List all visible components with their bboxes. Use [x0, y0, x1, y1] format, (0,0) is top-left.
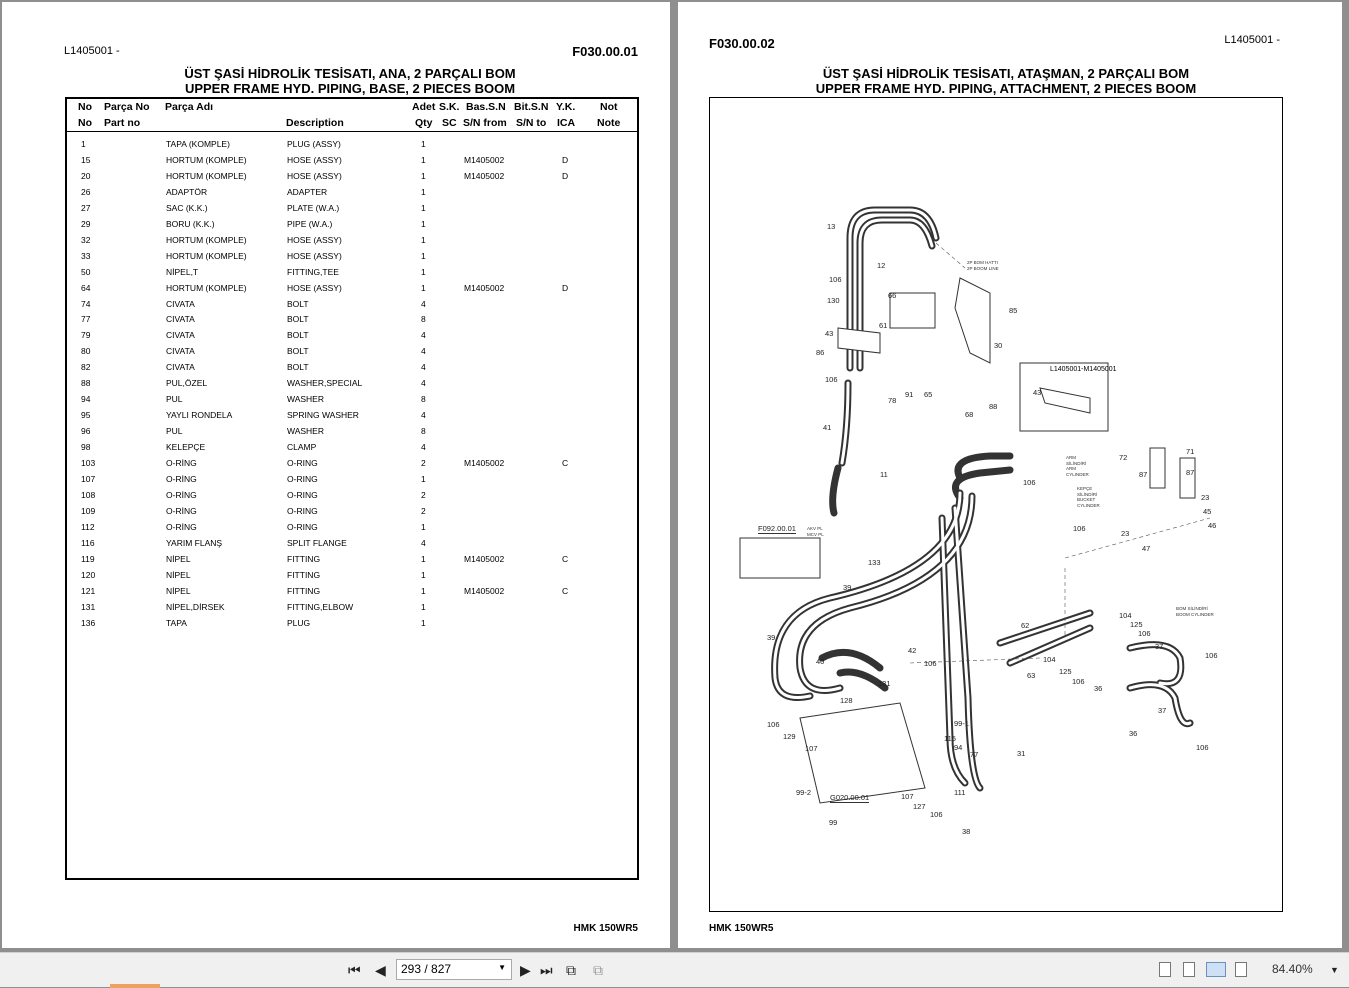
table-row: [67, 570, 637, 586]
ica-code: D: [562, 170, 569, 181]
table-row: [67, 490, 637, 506]
quantity: 8: [421, 314, 426, 325]
quantity: 4: [421, 410, 426, 421]
chevron-down-icon[interactable]: ▼: [498, 963, 506, 972]
table-row: [67, 586, 637, 602]
part-name: KELEPÇE: [166, 442, 206, 453]
continuous-view-icon[interactable]: [1183, 962, 1195, 977]
quantity: 1: [421, 569, 426, 580]
callout-number: 115: [944, 734, 956, 743]
pdf-page-left: [2, 2, 670, 948]
header-ica-en: ICA: [557, 117, 576, 129]
part-description: WASHER: [287, 394, 324, 405]
callout-number: 88: [989, 402, 998, 411]
model-footer: HMK 150WR5: [709, 923, 774, 934]
callout-number: 77: [970, 750, 979, 759]
item-no: 79: [81, 330, 91, 341]
part-name: PUL: [166, 426, 183, 437]
callout-number: 106: [1072, 677, 1085, 686]
callout-number: 128: [840, 696, 853, 705]
figure-number: F030.00.02: [709, 36, 775, 51]
table-row: [67, 235, 637, 251]
item-no: 107: [81, 473, 96, 484]
part-name: CIVATA: [166, 346, 195, 357]
quantity: 1: [421, 154, 426, 165]
callout-number: 71: [1186, 447, 1195, 456]
part-name: HORTUM (KOMPLE): [166, 154, 247, 165]
table-row: [67, 299, 637, 315]
part-name: YAYLI RONDELA: [166, 410, 233, 421]
table-row: [67, 251, 637, 267]
callout-number: 43: [825, 329, 834, 338]
part-name: O-RİNG: [166, 521, 197, 532]
previous-page-button[interactable]: ◀: [375, 962, 386, 978]
serial-range: L1405001 -: [64, 45, 120, 57]
figure-number: F030.00.01: [572, 44, 638, 59]
part-description: FITTING,TEE: [287, 266, 339, 277]
item-no: 50: [81, 266, 91, 277]
part-name: YARIM FLANŞ: [166, 537, 223, 548]
header-sc: S.K.: [439, 101, 460, 113]
callout-number: 42: [908, 646, 917, 655]
part-name: ADAPTÖR: [166, 186, 208, 197]
callout-number: 131: [878, 679, 891, 688]
table-row: [67, 203, 637, 219]
part-name: HORTUM (KOMPLE): [166, 282, 247, 293]
callout-number: 78: [888, 396, 897, 405]
callout-number: 125: [1059, 667, 1072, 676]
callout-number: 106: [767, 720, 780, 729]
callout-number: 106: [825, 375, 838, 384]
part-description: BOLT: [287, 298, 309, 309]
part-description: BOLT: [287, 314, 309, 325]
quantity: 4: [421, 442, 426, 453]
callout-number: 111: [954, 788, 966, 797]
callout-number: 40: [816, 657, 825, 666]
single-page-view-icon[interactable]: [1159, 962, 1171, 977]
callout-number: 66: [888, 291, 897, 300]
part-name: TAPA: [166, 617, 187, 628]
model-footer: HMK 150WR5: [573, 923, 638, 934]
callout-number: 130: [827, 296, 840, 305]
quantity: 4: [421, 378, 426, 389]
callout-number: 41: [823, 423, 832, 432]
part-description: FITTING: [287, 553, 321, 564]
header-note-en: Note: [597, 117, 621, 129]
header-partno: Parça No: [104, 101, 150, 113]
table-row: [67, 362, 637, 378]
serial-from: M1405002: [464, 553, 505, 564]
part-name: CIVATA: [166, 298, 195, 309]
callout-number: 36: [1094, 684, 1103, 693]
header-note: Not: [600, 101, 618, 113]
part-description: WASHER: [287, 426, 324, 437]
callout-number: 91: [905, 390, 914, 399]
quantity: 8: [421, 426, 426, 437]
part-description: BOLT: [287, 330, 309, 341]
part-description: HOSE (ASSY): [287, 250, 342, 261]
callout-number: 94: [954, 743, 963, 752]
table-row: [67, 426, 637, 442]
header-sn-to-en: S/N to: [516, 117, 547, 129]
item-no: 1: [81, 139, 86, 149]
progress-indicator: [110, 984, 160, 988]
callout-number: 37: [1155, 642, 1164, 651]
part-name: O-RİNG: [166, 473, 197, 484]
part-description: O-RING: [287, 489, 318, 500]
item-no: 120: [81, 569, 96, 580]
callout-number: 68: [965, 410, 974, 419]
pipe-destination-note: KEPÇE SİLİNDİRİ BUCKET CYLINDER: [1077, 486, 1100, 508]
item-no: 98: [81, 442, 91, 453]
table-header: [67, 99, 637, 132]
page-number-value: 293 / 827: [401, 962, 452, 976]
quantity: 1: [421, 601, 426, 612]
header-qty: Adet: [412, 101, 436, 113]
quantity: 4: [421, 537, 426, 548]
header-name: Parça Adı: [165, 101, 214, 113]
callout-number: 45: [1203, 507, 1212, 516]
quantity: 4: [421, 330, 426, 341]
item-no: 32: [81, 234, 91, 245]
item-no: 77: [81, 314, 91, 325]
quantity: 1: [421, 617, 426, 628]
part-name: O-RİNG: [166, 505, 197, 516]
part-name: TAPA (KOMPLE): [166, 139, 230, 149]
continuous-facing-view-icon[interactable]: [1235, 962, 1247, 977]
part-name: CIVATA: [166, 362, 195, 373]
quantity: 2: [421, 458, 426, 468]
table-row: [67, 314, 637, 330]
callout-number: 125: [1130, 620, 1143, 629]
callout-number: 106: [1205, 651, 1218, 660]
part-name: SAC (K.K.): [166, 202, 208, 213]
callout-number: 107: [805, 744, 818, 753]
callout-number: 31: [1017, 749, 1026, 758]
callout-number: 12: [877, 261, 886, 270]
item-no: 121: [81, 585, 96, 596]
title-turkish: ÜST ŞASİ HİDROLİK TESİSATI, ANA, 2 PARÇALI BOM: [184, 66, 516, 81]
header-no-en: No: [78, 117, 92, 129]
part-description: O-RING: [287, 505, 318, 516]
header-ica: Y.K.: [556, 101, 576, 113]
item-no: 80: [81, 346, 91, 357]
callout-number: 87: [1186, 468, 1195, 477]
callout-number: 39: [767, 633, 776, 642]
table-row: [67, 522, 637, 538]
item-no: 33: [81, 250, 91, 261]
part-name: CIVATA: [166, 314, 195, 325]
table-row: [67, 538, 637, 554]
parts-table: [65, 97, 639, 880]
item-no: 136: [81, 617, 96, 628]
table-row: [67, 442, 637, 458]
part-description: HOSE (ASSY): [287, 282, 342, 293]
part-name: NİPEL,T: [166, 266, 199, 277]
ica-code: C: [562, 585, 569, 596]
callout-number: 39: [843, 583, 852, 592]
figure-reference-link[interactable]: F092.00.01: [758, 524, 796, 533]
quantity: 2: [421, 505, 426, 516]
item-no: 116: [81, 537, 95, 548]
ica-code: D: [562, 154, 569, 165]
item-no: 27: [81, 202, 91, 213]
item-no: 109: [81, 505, 96, 516]
item-no: 96: [81, 426, 91, 437]
title-turkish: ÜST ŞASİ HİDROLİK TESİSATI, ATAŞMAN, 2 PARÇALI BOM: [822, 66, 1190, 81]
quantity: 8: [421, 394, 426, 405]
callout-number: 99-2: [796, 788, 812, 797]
quantity: 2: [421, 489, 426, 500]
pipe-destination-note: 2P BOM HATTI 2P BOOM LINE: [967, 260, 999, 271]
serial-from: M1405002: [464, 154, 505, 165]
table-row: [67, 267, 637, 283]
ica-code: C: [562, 458, 569, 468]
callout-number: 99-1: [954, 719, 970, 728]
last-page-button[interactable]: ⏭: [540, 962, 553, 978]
part-description: BOLT: [287, 346, 309, 357]
part-description: PLATE (W.A.): [287, 202, 340, 213]
callout-number: 99: [829, 818, 838, 827]
callout-number: 104: [1119, 611, 1132, 620]
callout-number: 72: [1119, 453, 1128, 462]
part-name: O-RİNG: [166, 458, 197, 468]
table-row: [67, 474, 637, 490]
header-sn-from-en: S/N from: [463, 117, 507, 129]
callout-number: 65: [924, 390, 933, 399]
table-row: [67, 155, 637, 171]
item-no: 74: [81, 298, 91, 309]
item-no: 131: [81, 601, 96, 612]
callout-number: 106: [924, 659, 937, 668]
callout-number: 129: [783, 732, 796, 741]
serial-range: L1405001 -: [1224, 34, 1280, 46]
item-no: 64: [81, 282, 91, 293]
part-description: HOSE (ASSY): [287, 234, 342, 245]
callout-number: 37: [1158, 706, 1167, 715]
part-description: HOSE (ASSY): [287, 154, 342, 165]
header-sn-from: Bas.S.N: [466, 101, 506, 113]
table-row: [67, 171, 637, 187]
zoom-level[interactable]: 84.40%: [1272, 962, 1313, 976]
header-sn-to: Bit.S.N: [514, 101, 549, 113]
table-row: [67, 330, 637, 346]
table-row: [67, 506, 637, 522]
item-no: 20: [81, 170, 91, 181]
go-back-view-icon[interactable]: ⧉: [566, 962, 576, 978]
first-page-button[interactable]: ⏮: [348, 962, 361, 978]
part-name: HORTUM (KOMPLE): [166, 250, 247, 261]
part-name: CIVATA: [166, 330, 195, 341]
callout-number: 61: [879, 321, 888, 330]
exploded-diagram: [709, 97, 1283, 912]
ica-code: C: [562, 553, 569, 564]
quantity: 1: [421, 282, 426, 293]
part-name: NİPEL: [166, 585, 191, 596]
facing-view-icon[interactable]: [1206, 962, 1226, 977]
pipe-destination-note: BOM SİLİNDİRİ BOOM CYLINDER: [1176, 606, 1214, 617]
part-description: BOLT: [287, 362, 309, 373]
serial-from: M1405002: [464, 282, 505, 293]
callout-number: 36: [1129, 729, 1138, 738]
callout-number: 43: [1033, 388, 1042, 397]
header-sc-en: SC: [442, 117, 457, 129]
table-row: [67, 219, 637, 235]
quantity: 1: [421, 473, 426, 484]
serial-from: M1405002: [464, 458, 505, 468]
header-qty-en: Qty: [415, 117, 433, 129]
callout-number: 63: [1027, 671, 1036, 680]
callout-number: 11: [880, 470, 888, 479]
callout-number: 62: [1021, 621, 1030, 630]
part-description: PLUG (ASSY): [287, 139, 341, 149]
callout-number: 47: [1142, 544, 1151, 553]
callout-number: 106: [930, 810, 943, 819]
header-partno-en: Part no: [104, 117, 141, 129]
pipe-destination-note: AKV PL MCV PL: [807, 526, 824, 537]
viewer-toolbar: [0, 952, 1349, 987]
callout-number: 133: [868, 558, 881, 567]
callout-number: 106: [829, 275, 842, 284]
quantity: 1: [421, 186, 426, 197]
callout-number: 13: [827, 222, 836, 231]
serial-from: M1405002: [464, 170, 505, 181]
next-page-button[interactable]: ▶: [520, 962, 531, 978]
callout-number: 38: [962, 827, 971, 836]
part-description: PIPE (W.A.): [287, 218, 333, 229]
callout-number: 106: [1073, 524, 1086, 533]
callout-number: 30: [994, 341, 1003, 350]
part-name: BORU (K.K.): [166, 218, 215, 229]
part-description: FITTING: [287, 569, 321, 580]
item-no: 119: [81, 553, 95, 564]
part-name: HORTUM (KOMPLE): [166, 170, 247, 181]
part-name: HORTUM (KOMPLE): [166, 234, 247, 245]
item-no: 112: [81, 521, 95, 532]
part-name: NİPEL,DİRSEK: [166, 601, 225, 612]
callout-number: 104: [1043, 655, 1056, 664]
part-name: PUL,ÖZEL: [166, 378, 208, 389]
quantity: 1: [421, 250, 426, 261]
serial-from: M1405002: [464, 585, 505, 596]
part-description: O-RING: [287, 473, 318, 484]
page-number-input[interactable]: [396, 959, 512, 980]
table-row: [67, 458, 637, 474]
part-description: O-RING: [287, 521, 318, 532]
quantity: 1: [421, 553, 426, 564]
callout-number: 106: [1196, 743, 1209, 752]
go-forward-view-icon[interactable]: ⧉: [593, 962, 603, 978]
item-no: 26: [81, 186, 91, 197]
callout-number: 85: [1009, 306, 1018, 315]
part-name: PUL: [166, 394, 183, 405]
table-row: [67, 283, 637, 299]
part-description: ADAPTER: [287, 186, 328, 197]
part-description: FITTING: [287, 585, 321, 596]
inset-label: L1405001-M1405001: [1050, 366, 1117, 373]
part-description: CLAMP: [287, 442, 317, 453]
callout-number: 106: [1023, 478, 1036, 487]
part-name: NİPEL: [166, 569, 191, 580]
table-row: [67, 554, 637, 570]
quantity: 1: [421, 234, 426, 245]
callout-number: 87: [1139, 470, 1148, 479]
item-no: 103: [81, 458, 96, 468]
ica-code: D: [562, 282, 569, 293]
quantity: 1: [421, 266, 426, 277]
part-description: O-RING: [287, 458, 318, 468]
callout-number: 46: [1208, 521, 1217, 530]
figure-reference-link[interactable]: G020.00.01: [830, 793, 870, 802]
quantity: 4: [421, 298, 426, 309]
callout-number: 23: [1121, 529, 1130, 538]
table-row: [67, 346, 637, 362]
callout-number: 107: [901, 792, 914, 801]
part-name: O-RİNG: [166, 489, 197, 500]
quantity: 1: [421, 170, 426, 181]
item-no: 15: [81, 154, 91, 165]
item-no: 108: [81, 489, 96, 500]
part-description: PLUG: [287, 617, 311, 628]
zoom-dropdown-icon[interactable]: ▼: [1330, 965, 1339, 975]
title-english: UPPER FRAME HYD. PIPING, BASE, 2 PIECES BOOM: [184, 81, 516, 96]
quantity: 1: [421, 585, 426, 596]
part-description: SPRING WASHER: [287, 410, 359, 421]
quantity: 4: [421, 346, 426, 357]
item-no: 29: [81, 218, 91, 229]
item-no: 95: [81, 410, 91, 421]
quantity: 1: [421, 521, 426, 532]
quantity: 1: [421, 139, 426, 149]
table-row: [67, 378, 637, 394]
table-row: [67, 602, 637, 618]
quantity: 1: [421, 218, 426, 229]
item-no: 82: [81, 362, 91, 373]
callout-number: 23: [1201, 493, 1210, 502]
quantity: 1: [421, 202, 426, 213]
table-row: [67, 187, 637, 203]
item-no: 94: [81, 394, 91, 405]
pdf-page-right: [678, 2, 1342, 948]
part-description: SPLIT FLANGE: [287, 537, 347, 548]
table-row: [67, 394, 637, 410]
part-description: FITTING,ELBOW: [287, 601, 354, 612]
header-no: No: [78, 101, 92, 113]
quantity: 4: [421, 362, 426, 373]
part-description: HOSE (ASSY): [287, 170, 342, 181]
item-no: 88: [81, 378, 91, 389]
table-row: [67, 139, 637, 155]
header-description: Description: [286, 117, 344, 129]
title-english: UPPER FRAME HYD. PIPING, ATTACHMENT, 2 PIECES BOOM: [815, 81, 1197, 96]
part-name: NİPEL: [166, 553, 191, 564]
table-row: [67, 410, 637, 426]
callout-number: 127: [913, 802, 926, 811]
table-row: [67, 618, 637, 634]
callout-number: 106: [1138, 629, 1151, 638]
pipe-destination-note: ARM SİLİNDİRİ ARM CYLINDER: [1066, 455, 1089, 477]
callout-number: 86: [816, 348, 825, 357]
part-description: WASHER,SPECIAL: [287, 378, 363, 389]
